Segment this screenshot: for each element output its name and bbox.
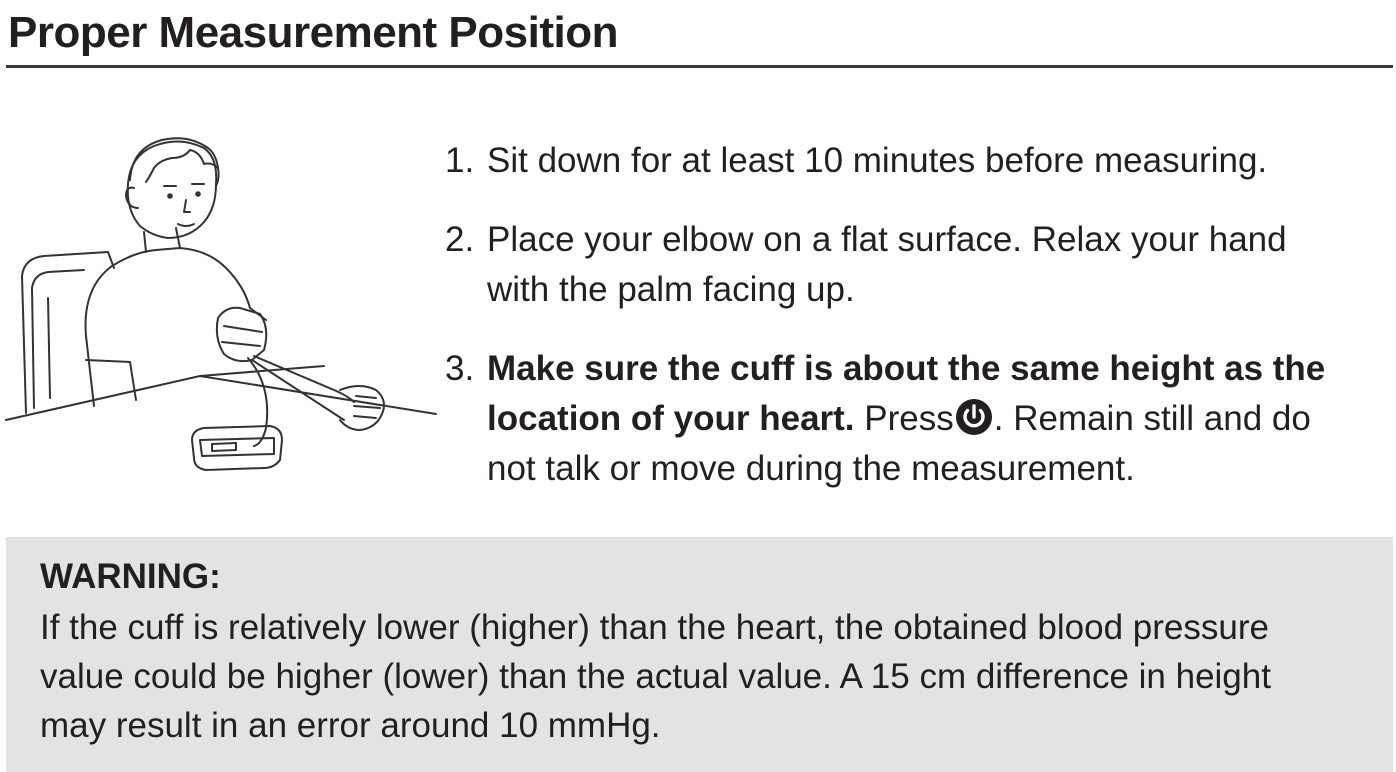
step-bold-text: location of your heart.: [487, 399, 855, 438]
warning-text: [40, 603, 1380, 750]
warning-box: [6, 537, 1393, 772]
blood-pressure-monitor: [192, 426, 282, 470]
step-text: Place your elbow on a flat surface. Relax your hand: [487, 220, 1287, 259]
step-number: 3.: [445, 349, 475, 388]
page-title: Proper Measurement Position: [8, 8, 618, 57]
step-text: Sit down for at least 10 minutes before measuring.: [487, 141, 1268, 180]
seated-measurement-illustration: [4, 128, 440, 476]
step-3: [445, 344, 1393, 494]
step-text: . Remain still and do: [993, 399, 1311, 438]
step-text: Press: [854, 399, 954, 438]
step-2: [445, 215, 1393, 315]
power-button-icon: [955, 398, 993, 436]
step-text: not talk or move during the measurement.: [487, 449, 1135, 488]
warning-line: If the cuff is relatively lower (higher) than the heart, the obtained blood pressure: [40, 608, 1269, 647]
warning-title: WARNING:: [40, 557, 221, 596]
title-divider: [6, 65, 1393, 68]
hair-outline: [130, 138, 218, 182]
step-number: 1.: [445, 141, 475, 180]
warning-line: may result in an error around 10 mmHg.: [40, 706, 661, 745]
step-text: with the palm facing up.: [487, 270, 855, 309]
head-outline: [128, 141, 217, 238]
instruction-list: [445, 136, 1393, 494]
step-1: [445, 136, 1393, 186]
warning-line: value could be higher (lower) than the actual value. A 15 cm difference in height: [40, 657, 1271, 696]
step-number: 2.: [445, 220, 475, 259]
step-bold-text: Make sure the cuff is about the same height as the: [487, 349, 1326, 388]
